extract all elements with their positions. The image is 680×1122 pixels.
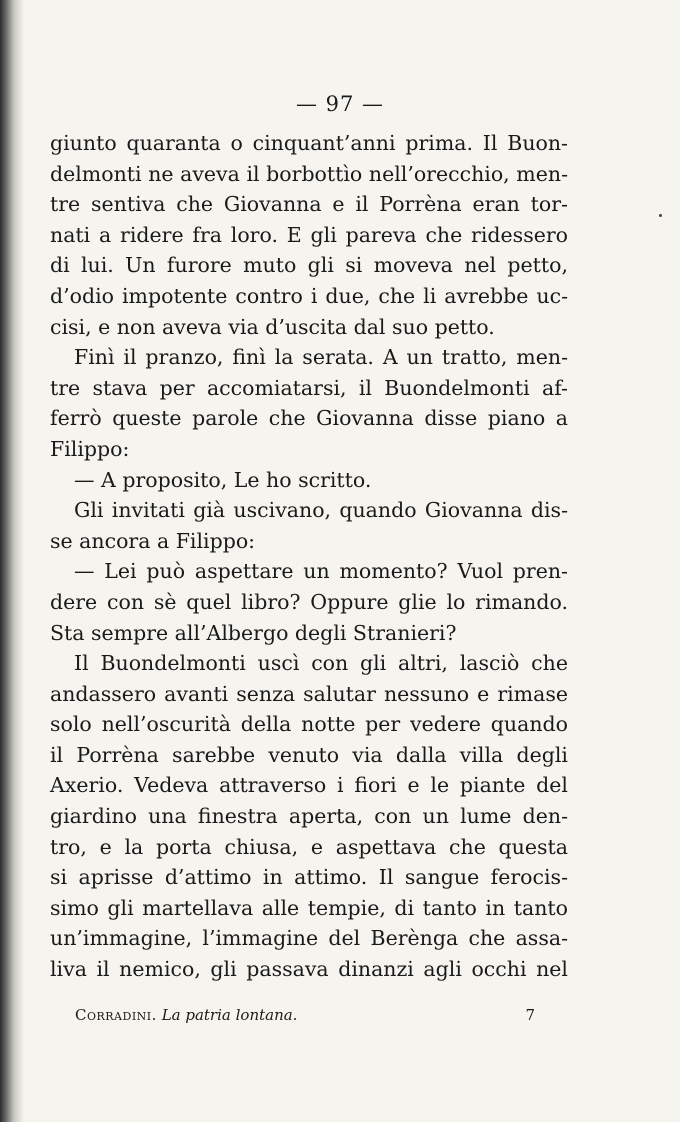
text-line: d’odio impotente contro i due, che li avrebbe uc- — [50, 283, 568, 308]
signature-mark: 7 — [525, 1006, 535, 1024]
text-line: un’immagine, l’immagine del Berènga che assa- — [50, 926, 568, 951]
text-line: dere con sè quel libro? Oppure glie lo rimando. — [50, 589, 568, 614]
text-line: — A proposito, Le ho scritto. — [74, 467, 372, 492]
text-line: il Porrèna sarebbe venuto via dalla villa degli — [50, 742, 568, 767]
paper-speck — [659, 214, 662, 217]
page-number: — 97 — — [295, 92, 385, 116]
text-line: simo gli martellava alle tempie, di tanto in tanto — [50, 895, 568, 920]
footer-title: La patria lontana. — [161, 1006, 298, 1024]
text-line: andassero avanti senza salutar nessuno e rimase — [50, 681, 568, 706]
text-line: Il Buondelmonti uscì con gli altri, lasciò che — [74, 651, 568, 676]
text-line: tre sentiva che Giovanna e il Porrèna eran tor- — [50, 192, 568, 217]
text-line: Sta sempre all’Albergo degli Stranieri? — [50, 620, 457, 645]
text-line: tre stava per accomiatarsi, il Buondelmonti af- — [50, 375, 568, 400]
text-line: solo nell’oscurità della notte per vedere quando — [50, 712, 568, 737]
text-line: Gli invitati già uscivano, quando Giovanna dis- — [74, 498, 568, 523]
page-spine-shadow — [0, 0, 24, 1122]
text-line: liva il nemico, gli passava dinanzi agli occhi nel — [50, 957, 568, 982]
text-line: si aprisse d’attimo in attimo. Il sangue ferocis- — [50, 865, 568, 890]
text-line: Axerio. Vedeva attraverso i fiori e le piante del — [50, 773, 568, 798]
text-line: nati a ridere fra loro. E gli pareva che ridessero — [50, 222, 568, 247]
text-line: delmonti ne aveva il borbottìo nell’orecchio, men- — [50, 161, 568, 186]
text-line: tro, e la porta chiusa, e aspettava che questa — [50, 834, 568, 859]
body-text — [50, 128, 568, 985]
text-line: Filippo: — [50, 436, 130, 461]
footer-author: Corradini. — [75, 1006, 157, 1024]
text-line: ferrò queste parole che Giovanna disse piano a — [50, 406, 568, 431]
text-line: cisi, e non aveva via d’uscita dal suo petto. — [50, 314, 495, 339]
text-line: — Lei può aspettare un momento? Vuol pren- — [74, 559, 568, 584]
text-line: se ancora a Filippo: — [50, 528, 256, 553]
text-line: Finì il pranzo, finì la serata. A un tratto, men- — [74, 345, 568, 370]
text-line: giardino una finestra aperta, con un lume den- — [50, 804, 568, 829]
text-line: di lui. Un furore muto gli si moveva nel petto, — [50, 253, 568, 278]
text-line: giunto quaranta o cinquant’anni prima. Il Buon- — [50, 131, 568, 155]
page-footer — [75, 1006, 535, 1024]
footer-credit — [75, 1006, 297, 1024]
